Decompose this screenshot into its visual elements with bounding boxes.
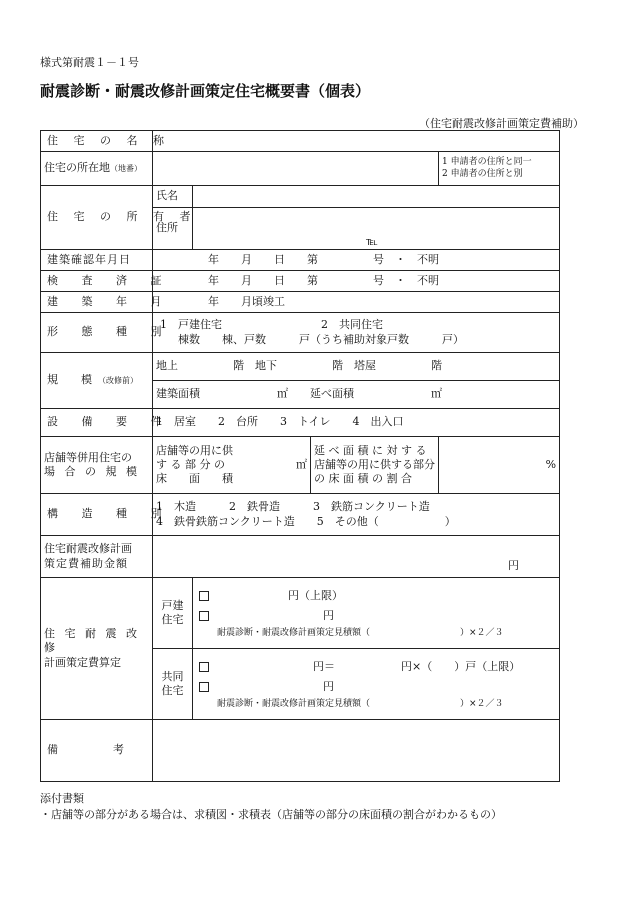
housing-name-label: 住 宅 の 名 称: [41, 131, 153, 152]
scale-label: 規 模（改修前）: [41, 353, 153, 409]
attachments-item: ・店舗等の部分がある場合は、求積図・求積表（店舗等の部分の床面積の割合がわかるもの）: [40, 808, 502, 821]
built-date-field[interactable]: 年 月頃竣工: [153, 292, 560, 313]
confirm-date-label: 建築確認年月日: [41, 250, 153, 271]
owner-label: 住 宅 の 所 有 者: [41, 186, 153, 250]
form-number: 様式第耐震１－１号: [40, 56, 139, 69]
row-owner-name: [41, 186, 560, 208]
row-remarks: [41, 720, 560, 782]
row-scale-floors: [41, 353, 560, 381]
built-date-label: 建 築 年 月: [41, 292, 153, 313]
document-title: 耐震診断・耐震改修計画策定住宅概要書（個表）: [40, 82, 371, 100]
row-shop-scale: [41, 437, 560, 494]
housing-address-field[interactable]: [153, 152, 439, 186]
document-subtitle: （住宅耐震改修計画策定費補助）: [419, 117, 584, 130]
scale-floors-field[interactable]: 地上 階 地下 階 塔屋 階: [153, 353, 560, 381]
building-type-label: 形 態 種 別: [41, 313, 153, 353]
confirm-date-field[interactable]: 年 月 日 第 号 ・ 不明: [153, 250, 560, 271]
address-options[interactable]: 1 申請者の住所と同一 2 申請者の住所と別: [439, 152, 560, 186]
building-type-field[interactable]: 1 戸建住宅 2 共同住宅 棟数 棟、戸数 戸（うち補助対象戸数 戸）: [153, 313, 560, 353]
scale-area-field[interactable]: 建築面積 ㎡ 延べ面積 ㎡: [153, 381, 560, 409]
subsidy-label: 住宅耐震改修計画 策定費補助金額: [41, 536, 153, 578]
checkbox-collective-estimate[interactable]: [199, 682, 209, 692]
row-structure: [41, 494, 560, 536]
structure-label: 構 造 種 別: [41, 494, 153, 536]
row-housing-address: [41, 152, 560, 186]
shop-scale-label: 店舗等併用住宅の 場 合 の 規 模: [41, 437, 153, 494]
row-built-date: [41, 292, 560, 313]
structure-field[interactable]: 1 木造 2 鉄骨造 3 鉄筋コンクリート造 4 鉄骨鉄筋コンクリート造 5 その他（ ）: [153, 494, 560, 536]
owner-name-label: 氏名: [153, 186, 193, 208]
equipment-field[interactable]: 1 居室 2 台所 3 トイレ 4 出入口: [153, 409, 560, 437]
collective-label: 共同 住宅: [153, 649, 193, 720]
checkbox-collective-cap[interactable]: [199, 662, 209, 672]
summary-table: [40, 130, 560, 782]
tel-icon: ℡: [366, 234, 378, 248]
checkbox-detached-estimate[interactable]: [199, 611, 209, 621]
checkbox-detached-cap[interactable]: [199, 591, 209, 601]
row-calc-detached: [41, 578, 560, 649]
row-confirm-date: [41, 250, 560, 271]
detached-calc-field[interactable]: 円（上限） 円 耐震診断・耐震改修計画策定見積額（ ）×２／３: [193, 578, 560, 649]
subsidy-field[interactable]: 円: [153, 536, 560, 578]
attachments-heading: 添付書類: [40, 792, 84, 805]
owner-name-field[interactable]: [193, 186, 560, 208]
owner-address-field[interactable]: [193, 208, 560, 250]
row-housing-name: [41, 131, 560, 152]
collective-calc-field[interactable]: 円＝ 円×（ ）戸（上限） 円 耐震診断・耐震改修計画策定見積額（ ）×２／３: [193, 649, 560, 720]
owner-address-label: 住所: [153, 208, 193, 250]
row-building-type: [41, 313, 560, 353]
equipment-label: 設 備 要 件: [41, 409, 153, 437]
row-inspection: [41, 271, 560, 292]
detached-label: 戸建 住宅: [153, 578, 193, 649]
shop-ratio-unit: %: [439, 437, 560, 494]
housing-name-field[interactable]: [153, 131, 560, 152]
shop-floor-area[interactable]: 店舗等の用に供 す る 部 分 の ㎡ 床 面 積 延 べ 面 積 に 対 す る 店舗等の用に供する部分 の 床 面 積 の 割 合: [153, 437, 439, 494]
inspection-field[interactable]: 年 月 日 第 号 ・ 不明: [153, 271, 560, 292]
housing-address-label: 住宅の所在地（地番）: [41, 152, 153, 186]
remarks-field[interactable]: [153, 720, 560, 782]
inspection-label: 検 査 済 証: [41, 271, 153, 292]
remarks-label: 備 考: [41, 720, 153, 782]
row-subsidy: [41, 536, 560, 578]
row-equipment: [41, 409, 560, 437]
calc-label: 住 宅 耐 震 改 修 計画策定費算定: [41, 578, 153, 720]
